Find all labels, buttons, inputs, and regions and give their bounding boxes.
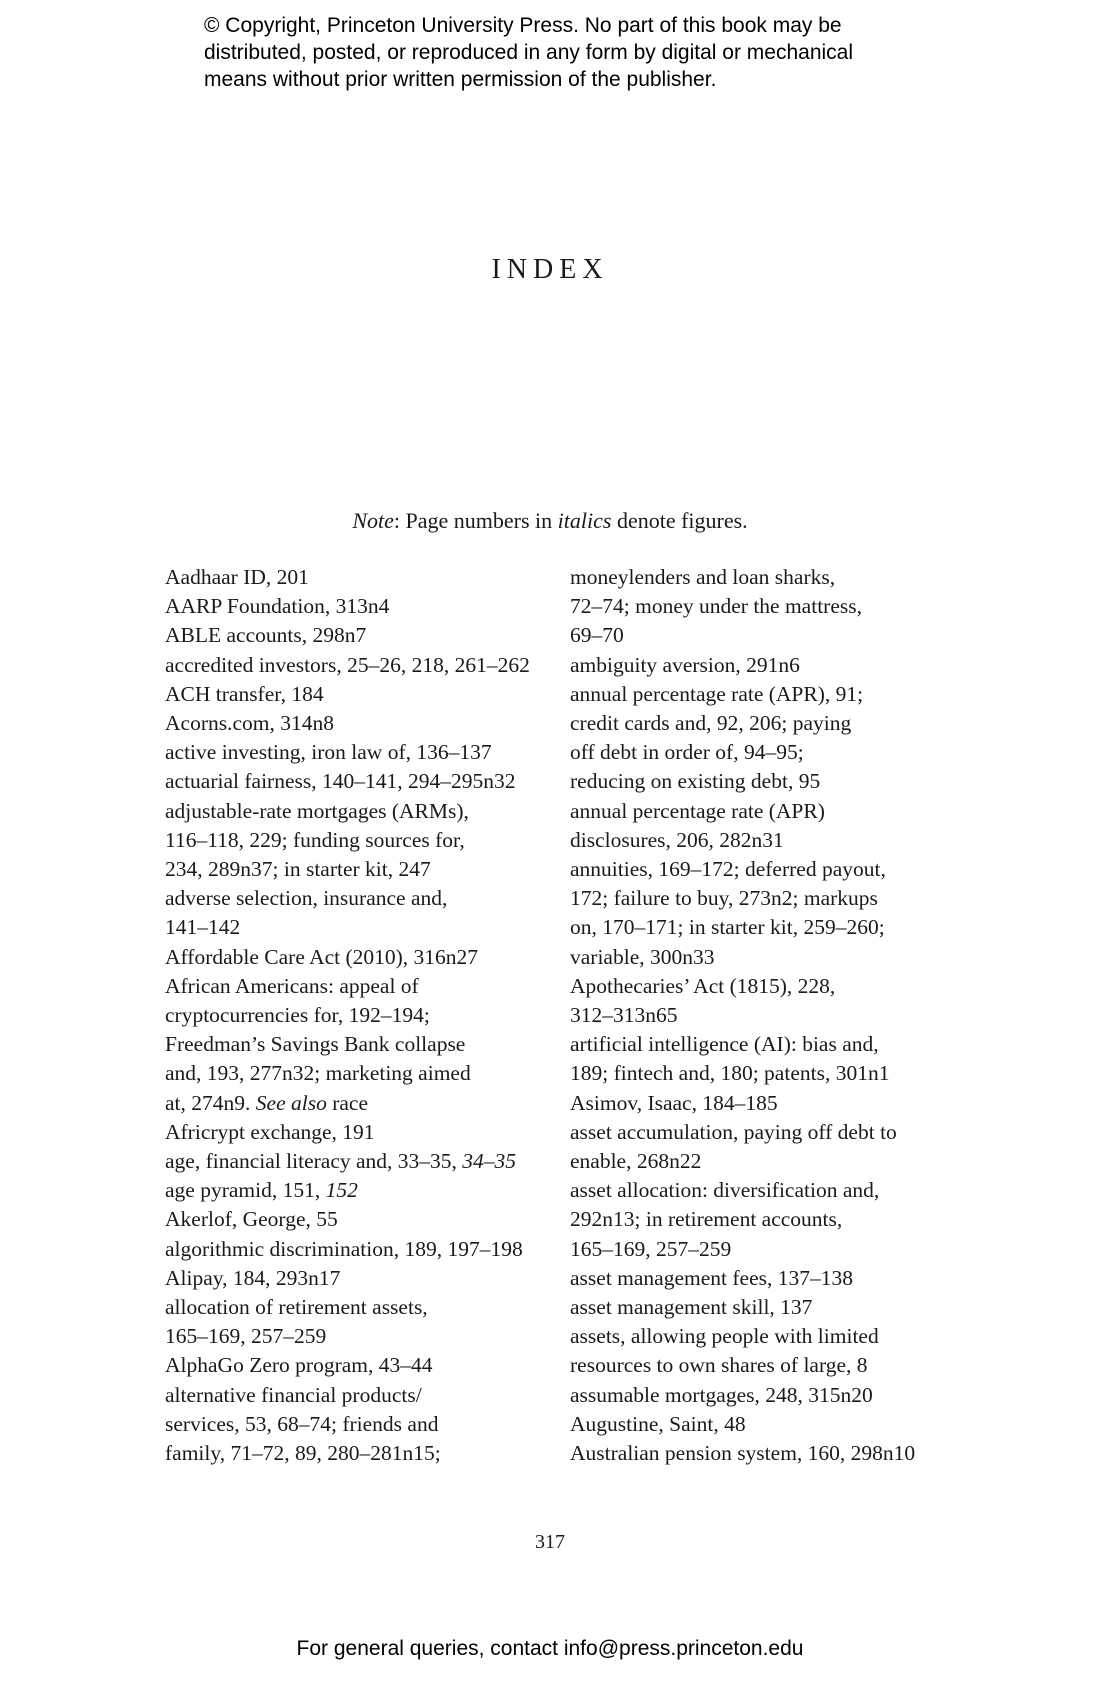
index-entry-line: AlphaGo Zero program, 43–44 — [165, 1353, 433, 1378]
index-entry — [570, 1030, 950, 1088]
index-entry-line: AARP Foundation, 313n4 — [165, 594, 390, 619]
index-entry-continuation: services, 53, 68–74; friends and — [165, 1411, 439, 1436]
index-entry — [570, 563, 950, 651]
footer-contact: For general queries, contact info@press.princeton.edu — [296, 1637, 804, 1660]
index-entry — [165, 797, 565, 885]
index-entry-continuation: 189; fintech and, 180; patents, 301n1 — [570, 1061, 890, 1086]
index-entry-line: asset accumulation, paying off debt to — [570, 1119, 897, 1144]
index-entry — [570, 1293, 950, 1322]
index-entry-line: alternative financial products/ — [165, 1382, 422, 1407]
index-entry-continuation: resources to own shares of large, 8 — [570, 1353, 868, 1378]
index-entry-continuation: 141–142 — [165, 915, 241, 940]
index-entry — [165, 943, 565, 972]
index-entry-line: Acorns.com, 314n8 — [165, 711, 334, 736]
copyright-line: means without prior written permission of the publisher. — [204, 68, 717, 91]
index-entry-line: adverse selection, insurance and, — [165, 886, 448, 911]
index-entry-continuation: enable, 268n22 — [570, 1149, 702, 1174]
index-entry — [165, 1147, 565, 1176]
index-entry — [165, 972, 565, 1118]
index-entry — [165, 1381, 565, 1469]
index-entry-continuation: 234, 289n37; in starter kit, 247 — [165, 857, 431, 882]
index-entry — [165, 1293, 565, 1351]
index-entry — [570, 1118, 950, 1176]
index-entry — [165, 1264, 565, 1293]
index-entry — [570, 972, 950, 1030]
note-italic-word: italics — [557, 508, 612, 533]
index-entry-line: asset allocation: diversification and, — [570, 1178, 880, 1203]
index-entry — [570, 855, 950, 972]
index-entry-line: algorithmic discrimination, 189, 197–198 — [165, 1236, 523, 1261]
index-entry — [165, 1205, 565, 1234]
index-entry-continuation: disclosures, 206, 282n31 — [570, 827, 784, 852]
index-entry-line: annual percentage rate (APR), 91; — [570, 681, 864, 706]
index-entry-line: Akerlof, George, 55 — [165, 1207, 338, 1232]
index-entry — [570, 1089, 950, 1118]
index-entry-line: adjustable-rate mortgages (ARMs), — [165, 798, 469, 823]
index-entry-continuation: 69–70 — [570, 623, 624, 648]
index-entry — [570, 797, 950, 855]
index-entry-line: moneylenders and loan sharks, — [570, 565, 836, 589]
index-entry-line: ACH transfer, 184 — [165, 681, 324, 706]
index-entry-line: actuarial fairness, 140–141, 294–295n32 — [165, 769, 516, 794]
index-entry-line: Australian pension system, 160, 298n10 — [570, 1441, 916, 1466]
index-entry-continuation: 165–169, 257–259 — [165, 1324, 327, 1349]
index-entry-line: asset management fees, 137–138 — [570, 1265, 853, 1290]
copyright-notice — [204, 12, 924, 93]
note-label: Note — [352, 508, 394, 533]
index-entry-line: assets, allowing people with limited — [570, 1324, 879, 1349]
index-entry — [570, 1439, 950, 1468]
index-entry-line: asset management skill, 137 — [570, 1295, 813, 1320]
note-text-before: : Page numbers in — [393, 508, 558, 533]
index-entry — [165, 1235, 565, 1264]
index-entry-line: Africrypt exchange, 191 — [165, 1119, 375, 1144]
index-entry-line: assumable mortgages, 248, 315n20 — [570, 1382, 873, 1407]
index-entry-line: annual percentage rate (APR) — [570, 798, 825, 823]
index-entry-continuation: credit cards and, 92, 206; paying — [570, 711, 852, 736]
index-entry-line: age pyramid, 151, 152 — [165, 1178, 358, 1203]
index-entry-continuation: off debt in order of, 94–95; — [570, 740, 804, 765]
index-entry-line: allocation of retirement assets, — [165, 1295, 428, 1320]
index-entry-continuation: Freedman’s Savings Bank collapse — [165, 1032, 466, 1057]
index-entry — [165, 767, 565, 796]
index-entry-line: ABLE accounts, 298n7 — [165, 623, 367, 648]
page-number: 317 — [535, 1531, 565, 1553]
index-entry-continuation: at, 274n9. See also race — [165, 1090, 369, 1115]
index-entry — [165, 709, 565, 738]
index-note — [0, 508, 1100, 534]
index-entry-line: accredited investors, 25–26, 218, 261–262 — [165, 652, 530, 677]
index-entry-continuation: 172; failure to buy, 273n2; markups — [570, 886, 878, 911]
index-entry-continuation: variable, 300n33 — [570, 944, 715, 969]
index-entry-line: ambiguity aversion, 291n6 — [570, 652, 800, 677]
index-entry — [165, 1118, 565, 1147]
index-entry — [165, 563, 565, 592]
index-entry — [165, 1351, 565, 1380]
index-entry-continuation: on, 170–171; in starter kit, 259–260; — [570, 915, 885, 940]
index-entry-continuation: 312–313n65 — [570, 1003, 678, 1028]
index-entry — [570, 1381, 950, 1410]
index-entry-continuation: and, 193, 277n32; marketing aimed — [165, 1061, 471, 1086]
index-entry — [570, 1322, 950, 1380]
index-entry-continuation: 116–118, 229; funding sources for, — [165, 827, 465, 852]
index-entry-line: Alipay, 184, 293n17 — [165, 1265, 341, 1290]
index-entry — [165, 738, 565, 767]
index-entry-line: Apothecaries’ Act (1815), 228, — [570, 973, 836, 998]
index-column-right — [570, 563, 950, 1468]
index-entry — [570, 1410, 950, 1439]
index-entry — [165, 680, 565, 709]
index-entry-continuation: 292n13; in retirement accounts, — [570, 1207, 843, 1232]
index-entry-line: annuities, 169–172; deferred payout, — [570, 857, 886, 882]
copyright-line: distributed, posted, or reproduced in any form by digital or mechanical — [204, 41, 854, 64]
index-entry — [570, 1176, 950, 1264]
index-entry — [570, 1264, 950, 1293]
index-entry-line: active investing, iron law of, 136–137 — [165, 740, 492, 765]
index-entry-continuation: 72–74; money under the mattress, — [570, 594, 862, 619]
index-entry-line: Affordable Care Act (2010), 316n27 — [165, 944, 479, 969]
index-entry-line: artificial intelligence (AI): bias and, — [570, 1032, 879, 1057]
page-title: INDEX — [491, 254, 609, 285]
index-entry-continuation: cryptocurrencies for, 192–194; — [165, 1003, 430, 1028]
index-entry-line: Aadhaar ID, 201 — [165, 565, 309, 589]
index-entry — [165, 592, 565, 621]
index-entry — [165, 651, 565, 680]
index-entry — [165, 884, 565, 942]
index-entry-continuation: family, 71–72, 89, 280–281n15; — [165, 1441, 441, 1466]
index-entry-line: Asimov, Isaac, 184–185 — [570, 1090, 778, 1115]
index-entry — [165, 1176, 565, 1205]
index-entry-continuation: reducing on existing debt, 95 — [570, 769, 821, 794]
index-entry-line: age, financial literacy and, 33–35, 34–35 — [165, 1149, 517, 1174]
index-entry — [570, 680, 950, 797]
index-entry-continuation: 165–169, 257–259 — [570, 1236, 732, 1261]
index-entry-line: African Americans: appeal of — [165, 973, 419, 998]
note-text-after: denote figures. — [611, 508, 748, 533]
index-entry — [570, 651, 950, 680]
copyright-line: © Copyright, Princeton University Press. No part of this book may be — [204, 14, 842, 37]
index-entry — [165, 621, 565, 650]
index-column-left — [165, 563, 565, 1468]
index-entry-line: Augustine, Saint, 48 — [570, 1411, 746, 1436]
